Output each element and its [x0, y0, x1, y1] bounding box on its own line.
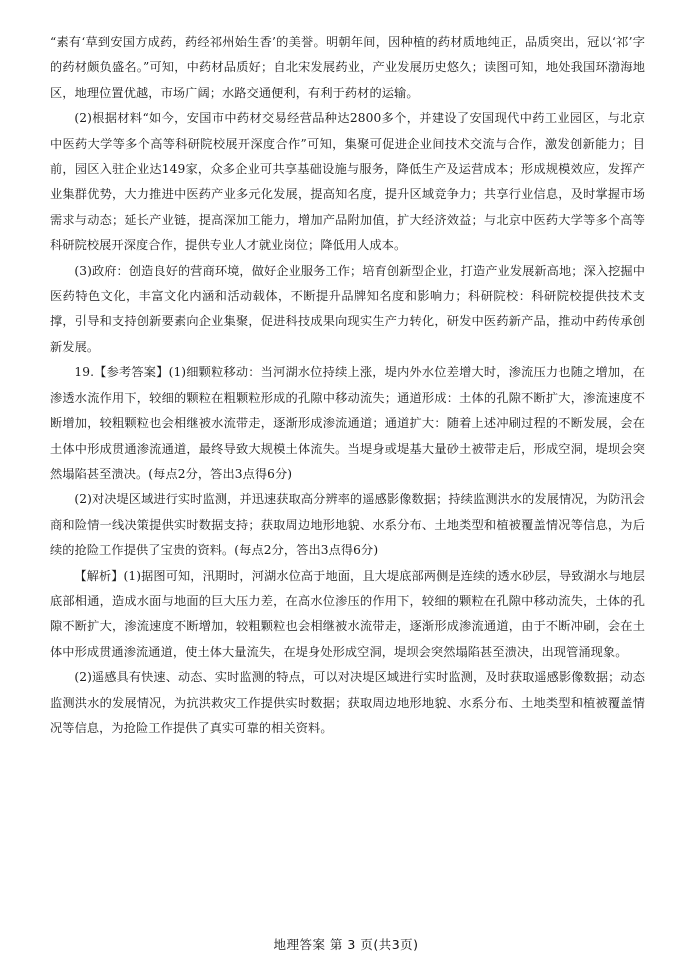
document-body	[50, 30, 645, 741]
page-footer: 地理答案 第 3 页(共3页)	[273, 937, 419, 952]
paragraph-answer-18-3: (3)政府：创造良好的营商环境，做好企业服务工作；培育创新型企业，打造产业发展新高地；深入挖掘中医药特色文化，丰富文化内涵和活动载体，不断提升品牌知名度和影响力；科研院校：科研院校提供技术支撑，引导和支持创新要素向企业集聚，促进科技成果向现实生产力转化，研发中医药新产品，推动中药传承创新发展。	[50, 263, 645, 354]
paragraph-analysis-19-2: (2)遥感具有快速、动态、实时监测的特点，可以对决堤区域进行实时监测，及时获取遥感影像数据；动态监测洪水的发展情况，为抗洪救灾工作提供实时数据；获取周边地形地貌、水系分布、土地类型和植被覆盖情况等信息，为抢险工作提供了真实可靠的相关资料。	[50, 670, 645, 735]
paragraph-answer-18-2: (2)根据材料“如今，安国市中药材交易经营品种达2800多个，并建设了安国现代中药工业园区，与北京中医药大学等多个高等科研院校展开深度合作”可知，集聚可促进企业间技术交流与合作，激发创新能力；目前，园区入驻企业达149家，众多企业可共享基础设施与服务，降低生产及运营成本；形成规模效应，发挥产业集群优势，大力推进中医药产业多元化发展，提高知名度，提升区域竞争力；共享行业信息，及时掌握市场需求与动态；延长产业链，提高深加工能力，增加产品附加值，扩大经济效益；与北京中医药大学等多个高等科研院校展开深度合作，提供专业人才就业岗位；降低用人成本。	[50, 111, 645, 253]
paragraph-answer-18-1-continued: “素有‘草到安国方成药，药经祁州始生香’的美誉。明朝年间，因种植的药材质地纯正，品质突出，冠以‘祁’字的药材颇负盛名。”可知，中药材品质好；自北宋发展药业，产业发展历史悠久；读图可知，地处我国环渤海地区，地理位置优越，市场广阔；水路交通便利，有利于药材的运输。	[50, 35, 645, 100]
paragraph-analysis-19-1: 【解析】(1)据图可知，汛期时，河湖水位高于地面，且大堤底部两侧是连续的透水砂层，导致湖水与地层底部相通，造成水面与地面的巨大压力差，在高水位渗压的作用下，较细的颗粒在孔隙中移动流失，土体的孔隙不断扩大，渗流速度不断增加，较粗颗粒也会相继被水流带走，逐渐形成渗流通道，由于不断冲刷，会在土体中形成贯通渗流通道，使土体大量流失，在堤身处形成空洞，堤坝会突然塌陷甚至溃决，出现管涌现象。	[50, 568, 645, 659]
paragraph-answer-19-1: 19.【参考答案】(1)细颗粒移动：当河湖水位持续上涨，堤内外水位差增大时，渗流压力也随之增加，在渗透水流作用下，较细的颗粒在粗颗粒形成的孔隙中移动流失；通道形成：土体的孔隙不断扩大，渗流速度不断增加，较粗颗粒也会相继被水流带走，逐渐形成渗流通道；通道扩大：随着上述冲刷过程的不断发展，会在土体中形成贯通渗流通道，最终导致大规模土体流失。当堤身或堤基大量砂土被带走后，形成空洞，堤坝会突然塌陷甚至溃决。(每点2分，答出3点得6分)	[50, 365, 645, 481]
paragraph-answer-19-2: (2)对决堤区域进行实时监测，并迅速获取高分辨率的遥感影像数据；持续监测洪水的发展情况，为防汛会商和险情一线决策提供实时数据支持；获取周边地形地貌、水系分布、土地类型和植被覆盖情况等信息，为后续的抢险工作提供了宝贵的资料。(每点2分，答出3点得6分)	[50, 492, 645, 558]
